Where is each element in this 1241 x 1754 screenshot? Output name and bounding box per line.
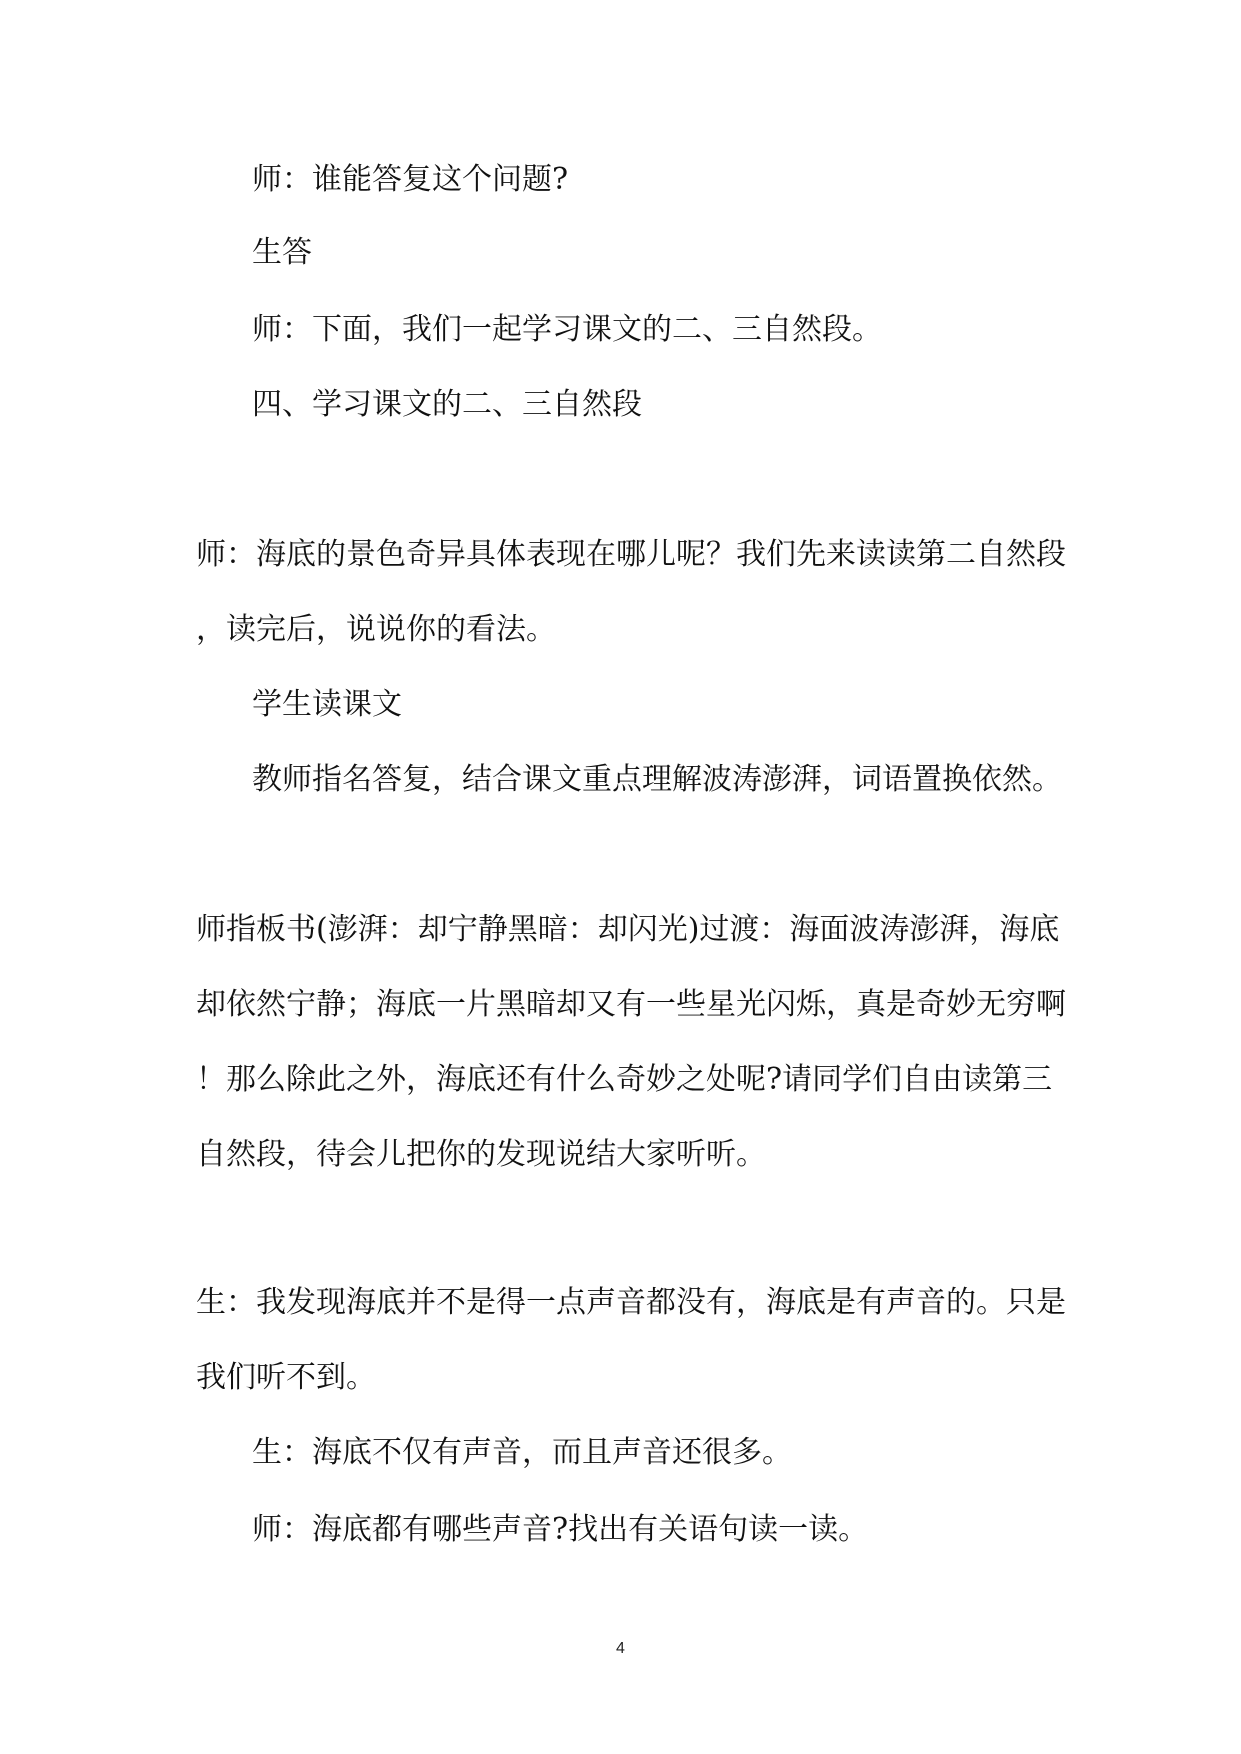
section-heading: 四、学习课文的二、三自然段 [252,387,642,422]
text-line: 师：海底都有哪些声音?找出有关语句读一读。 [252,1512,869,1547]
text-line: 师：海底的景色奇异具体表现在哪儿呢？我们先来读读第二自然段 [196,537,1066,572]
text-line: 师：谁能答复这个问题? [252,162,569,197]
text-line: 教师指名答复，结合课文重点理解波涛澎湃，词语置换依然。 [252,762,1062,797]
text-line: ！那么除此之外，海底还有什么奇妙之处呢?请同学们自由读第三 [196,1062,1053,1097]
text-line: 师：下面，我们一起学习课文的二、三自然段。 [252,312,882,347]
text-line: 生：我发现海底并不是得一点声音都没有，海底是有声音的。只是 [196,1285,1066,1320]
text-line: 生答 [252,235,312,270]
text-line: 自然段，待会儿把你的发现说结大家听听。 [196,1137,766,1172]
page-number: 4 [616,1640,625,1657]
text-line: 却依然宁静；海底一片黑暗却又有一些星光闪烁，真是奇妙无穷啊 [196,987,1066,1022]
text-line: 学生读课文 [252,687,402,722]
text-line: 生：海底不仅有声音，而且声音还很多。 [252,1435,792,1470]
text-line: 我们听不到。 [196,1360,376,1395]
text-line: 师指板书(澎湃：却宁静黑暗：却闪光)过渡：海面波涛澎湃，海底 [196,912,1060,947]
text-line: ，读完后，说说你的看法。 [196,612,556,647]
